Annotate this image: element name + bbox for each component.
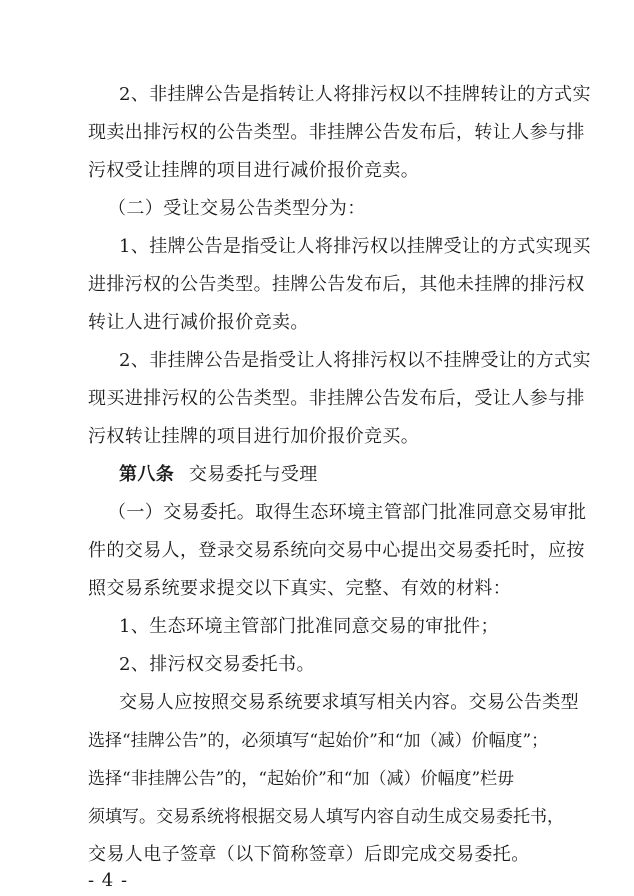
paragraph-line: 现卖出排污权的公告类型。非挂牌公告发布后，转让人参与排	[88, 122, 585, 143]
list-item: 1、生态环境主管部门批准同意交易的审批件；	[119, 616, 499, 637]
list-item: 2、排污权交易委托书。	[119, 654, 315, 675]
paragraph-line: 件的交易人，登录交易系统向交易中心提出交易委托时，应按	[88, 540, 585, 561]
paragraph-line: 照交易系统要求提交以下真实、完整、有效的材料：	[88, 578, 512, 599]
paragraph-line: 选择“非挂牌公告”的，“起始价”和“加（减）价幅度”栏毋	[88, 769, 515, 789]
paragraph-line: 污权转让挂牌的项目进行加价报价竞买。	[88, 426, 420, 447]
paragraph-line: 选择“挂牌公告”的，必须填写“起始价”和“加（减）价幅度”；	[88, 731, 549, 751]
paragraph-line: 2、非挂牌公告是指转让人将排污权以不挂牌转让的方式实	[119, 84, 591, 105]
paragraph-line: 2、非挂牌公告是指受让人将排污权以不挂牌受让的方式实	[119, 350, 591, 371]
paragraph-line: 转让人进行减价报价竞卖。	[88, 312, 309, 333]
paragraph-line: 进排污权的公告类型。挂牌公告发布后，其他未挂牌的排污权	[88, 274, 585, 295]
paragraph-line: 交易人电子签章（以下简称签章）后即完成交易委托。	[88, 844, 530, 865]
paragraph-line: 交易人应按照交易系统要求填写相关内容。交易公告类型	[119, 692, 579, 713]
article-number: 第八条	[119, 464, 175, 485]
paragraph-line: 污权受让挂牌的项目进行减价报价竞卖。	[88, 160, 420, 181]
paragraph-line: 现买进排污权的公告类型。非挂牌公告发布后，受让人参与排	[88, 388, 585, 409]
section-heading: （二）受让交易公告类型分为：	[108, 198, 366, 219]
article-heading	[119, 462, 318, 488]
paragraph-line: 须填写。交易系统将根据交易人填写内容自动生成交易委托书，	[88, 807, 564, 827]
article-title: 交易委托与受理	[188, 464, 318, 485]
paragraph-line: （一）交易委托。取得生态环境主管部门批准同意交易审批	[108, 502, 587, 523]
page-number: - 4 -	[88, 870, 129, 891]
paragraph-line: 1、挂牌公告是指受让人将排污权以挂牌受让的方式实现买	[119, 236, 591, 257]
